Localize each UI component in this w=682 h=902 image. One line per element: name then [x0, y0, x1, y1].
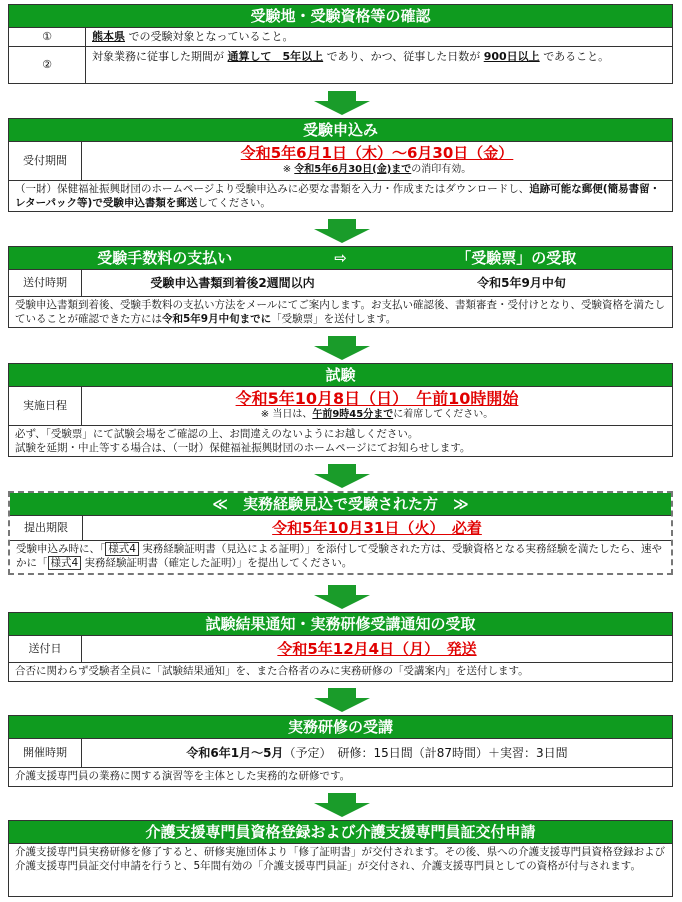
row-value [83, 516, 671, 540]
section-title: 受験申込み [9, 119, 672, 142]
text: の消印有効。 [411, 163, 472, 175]
experience-note: 受験申込み時に、「 様式4 実務経験証明書（見込による証明）」を添付して受験された方は、受験資格となる実務経験を満たしたら、速やかに「 様式4 実務経験証明書（確定した証明）」を提出してください。 [16, 543, 663, 569]
text: であり、かつ、従事した日数が [326, 50, 481, 63]
flow-arrow-icon [314, 585, 370, 609]
text: 受験申込み時に、 [16, 543, 100, 555]
text: 実務経験証明書（見込による証明）」を添付して受験された方は、受験資格となる実務経験を満たしたら、速やかに [16, 543, 663, 569]
row-value [82, 270, 672, 296]
result-note: 合否に関わらず受験者全員に「試験結果通知」を、また合格者のみに実務研修の「受講案内」を送付します。 [15, 665, 529, 677]
application-period: 令和5年6月1日（木）～6月30日（金） [240, 144, 514, 162]
text: 試験を延期・中止等する場合は、（一財）保健福祉振興財団のホームページにてお知らせします。 [15, 441, 471, 454]
ticket-timing: 令和5年9月中旬 [477, 275, 566, 290]
text: ※ [282, 163, 292, 175]
days-requirement: 900日以上 [483, 50, 540, 63]
row-label: 送付時期 [9, 270, 82, 296]
text: 受験申込書類到着後、受験手数料の支払い方法をメールにてご案内します。お支払い確認後、書類審査・受付けとなり、受験資格を満たしていることが確認できた方には [15, 299, 665, 325]
section-title: 試験 [9, 364, 672, 387]
section-title: 試験結果通知・実務研修受講通知の受取 [9, 613, 672, 636]
text: での受験対象となっていること。 [128, 30, 294, 43]
row-label: 送付日 [9, 636, 82, 662]
deadline: 令和5年6月30日(金)まで [294, 163, 412, 175]
row-text [86, 28, 672, 46]
section-title: 実務研修の受講 [9, 716, 672, 739]
row-value [82, 636, 672, 662]
row-label: 提出期限 [10, 516, 83, 540]
training-details: （予定） 研修：15日間（計87時間）＋実習：3日間 [283, 745, 568, 760]
text: であること。 [543, 50, 610, 63]
application-note-row [9, 181, 672, 211]
flow-arrow-icon [314, 464, 370, 488]
send-timing-row [9, 270, 672, 297]
ticket-title: 「受験票」の受取 [456, 249, 577, 267]
text: （一財）保健福祉振興財団のホームページより受験申込みに必要な書類を入力・作成またはダウンロードし、 [15, 183, 530, 195]
prefecture: 熊本県 [92, 30, 125, 43]
row-number: ② [9, 47, 86, 83]
text: ※ 当日は、 [260, 409, 313, 420]
flow-arrow-icon [314, 793, 370, 817]
text: してください。 [197, 196, 271, 209]
postmark-note [88, 164, 666, 177]
eligibility-row-1 [9, 28, 672, 47]
exam-note-row [9, 426, 672, 456]
flow-arrow-icon [314, 336, 370, 360]
section-title [9, 247, 672, 270]
application-note [9, 181, 672, 211]
experience-note-row [10, 541, 671, 573]
mail-method: 追跡可能な郵便(簡易書留・レターパック等)で受験申込書類を郵送 [15, 183, 661, 209]
result-note-row [9, 663, 672, 681]
exam-date-row [9, 387, 672, 426]
flow-arrow-icon [314, 219, 370, 243]
section-training [8, 715, 673, 787]
training-note: 介護支援専門員の業務に関する演習等を主体とした実務的な研修です。 [15, 770, 351, 782]
section-title: 介護支援専門員資格登録および介護支援専門員証交付申請 [9, 821, 672, 844]
text: 必ず、「受験票」にて試験会場をご確認の上、お間違えのないようにお越しください。 [15, 428, 419, 440]
seating-time: 午前9時45分まで [312, 409, 394, 420]
section-result-notice [8, 612, 673, 682]
section-expected-experience [8, 491, 673, 575]
fee-title: 受験手数料の支払い [97, 249, 233, 267]
fee-note [9, 297, 672, 327]
training-period-row [9, 739, 672, 768]
row-label: 実施日程 [9, 387, 82, 425]
section-application [8, 118, 673, 212]
eligibility-row-2 [9, 47, 672, 83]
text: に着席してください。 [393, 409, 494, 420]
send-date: 令和5年12月4日（月） 発送 [277, 639, 477, 658]
form-tag: 様式4 [48, 556, 82, 570]
training-note-row [9, 768, 672, 786]
text: 対象業務に従事した期間が [92, 50, 224, 63]
text: 実務経験証明書（確定した証明）」を提出してください。 [84, 556, 353, 569]
ticket-deadline: 令和5年9月中旬までに [162, 312, 272, 325]
fee-note-row [9, 297, 672, 327]
text: 「受験票」を送付します。 [271, 312, 397, 325]
row-label: 開催時期 [9, 739, 82, 767]
section-title: 受験地・受験資格等の確認 [9, 5, 672, 28]
section-exam [8, 363, 673, 457]
exam-note [9, 426, 476, 456]
flow-arrow-icon [314, 91, 370, 115]
seating-note [88, 409, 666, 422]
row-number: ① [9, 28, 86, 46]
section-registration [8, 820, 673, 897]
right-arrow-icon: ⇨ [334, 249, 347, 267]
registration-note-row [9, 844, 672, 896]
row-value [82, 739, 672, 767]
exam-date: 令和5年10月8日（日） 午前10時開始 [235, 389, 519, 408]
row-text [86, 47, 672, 83]
form-tag: 様式4 [105, 542, 139, 556]
fee-timing: 受験申込書類到着後2週間以内 [150, 275, 315, 290]
registration-note: 介護支援専門員実務研修を修了すると、研修実施団体より「修了証明書」が交付されます。その後、県への介護支援専門員資格登録および介護支援専門員証交付申請を行うと、5年間有効の「介護支援専門員証」が交付され、介護支援専門員としての資格が付与されます。 [15, 846, 666, 872]
period-requirement: 通算して 5年以上 [227, 50, 324, 63]
training-months: 令和6年1月～5月 [186, 745, 284, 760]
row-label: 受付期間 [9, 142, 82, 180]
section-eligibility [8, 4, 673, 84]
application-period-row [9, 142, 672, 181]
send-date-row [9, 636, 672, 663]
row-value [82, 142, 672, 180]
section-fee-and-ticket [8, 246, 673, 328]
row-value [82, 387, 672, 425]
submission-deadline-row [10, 516, 671, 541]
flow-arrow-icon [314, 688, 370, 712]
submission-deadline: 令和5年10月31日（火） 必着 [272, 518, 482, 537]
section-title: ≪ 実務経験見込で受験された方 ≫ [10, 493, 671, 516]
